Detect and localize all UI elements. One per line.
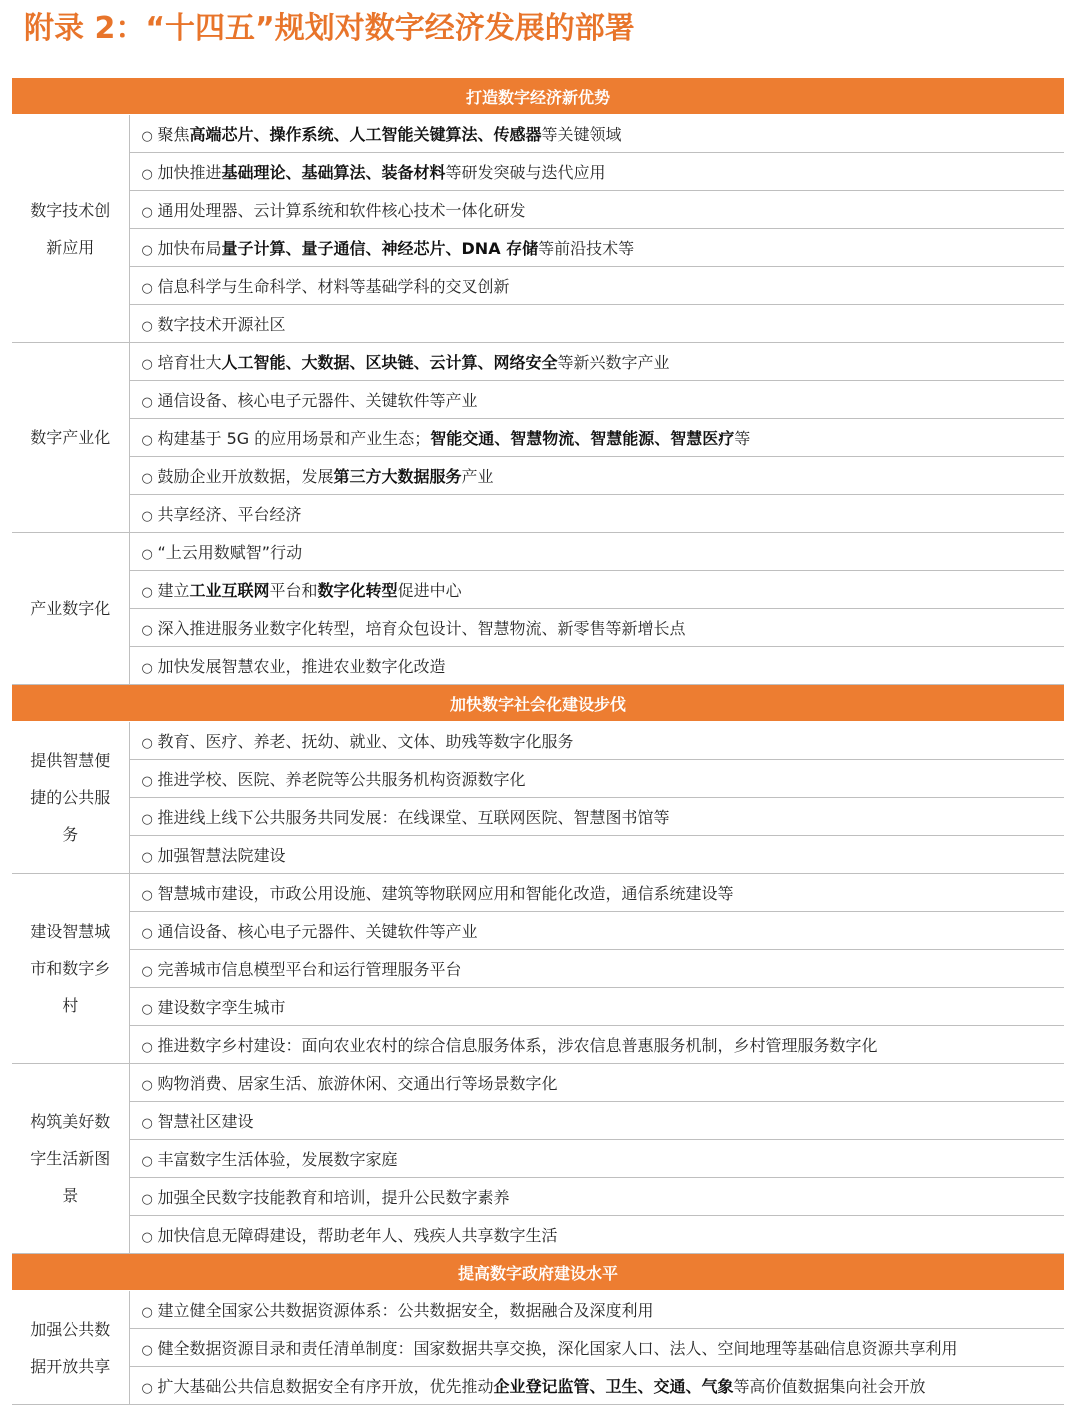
item-text: 等关键领域: [541, 125, 622, 144]
list-item: [129, 1367, 1064, 1405]
item-text: 等高价值数据集向社会开放: [733, 1377, 926, 1396]
table-row: [12, 1291, 1064, 1329]
table-row: [12, 760, 1064, 798]
bullet-icon: ○: [141, 850, 153, 865]
item-text: 数字技术开源社区: [157, 315, 286, 334]
category-cell: 数字产业化: [12, 343, 129, 533]
item-text: 等前沿技术等: [538, 239, 635, 258]
table-row: [12, 1216, 1064, 1254]
item-text: 信息科学与生命科学、材料等基础学科的交叉创新: [157, 277, 510, 296]
item-text: 通信设备、核心电子元器件、关键软件等产业: [157, 391, 478, 410]
bullet-icon: ○: [141, 926, 153, 941]
item-text: 加快信息无障碍建设，帮助老年人、残疾人共享数字生活: [157, 1226, 558, 1245]
bullet-icon: ○: [141, 1381, 153, 1396]
item-text-bold: 企业登记监管、卫生、交通、气象: [493, 1377, 734, 1396]
item-text: 扩大基础公共信息数据安全有序开放，优先推动: [157, 1377, 494, 1396]
item-text: 加强智慧法院建设: [157, 846, 286, 865]
item-text: 加快推进: [157, 163, 222, 182]
list-item: [129, 495, 1064, 533]
bullet-icon: ○: [141, 585, 153, 600]
list-item: [129, 874, 1064, 912]
table-row: [12, 153, 1064, 191]
item-text: 通用处理器、云计算系统和软件核心技术一体化研发: [157, 201, 526, 220]
list-item: [129, 1026, 1064, 1064]
table-row: [12, 381, 1064, 419]
page-title: 附录 2：“十四五”规划对数字经济发展的部署: [24, 11, 635, 46]
bullet-icon: ○: [141, 888, 153, 903]
bullet-icon: ○: [141, 623, 153, 638]
item-text-bold: 数字化转型: [317, 581, 398, 600]
item-text: “上云用数赋智”行动: [157, 543, 303, 562]
table-row: [12, 1026, 1064, 1064]
bullet-icon: ○: [141, 357, 153, 372]
item-text: 促进中心: [397, 581, 462, 600]
bullet-icon: ○: [141, 1078, 153, 1093]
list-item: [129, 191, 1064, 229]
table-row: [12, 343, 1064, 381]
bullet-icon: ○: [141, 1154, 153, 1169]
item-text: 加快发展智慧农业，推进农业数字化改造: [157, 657, 446, 676]
list-item: [129, 457, 1064, 495]
section-header: 加快数字社会化建设步伐: [12, 685, 1064, 722]
table-row: [12, 571, 1064, 609]
item-text: 深入推进服务业数字化转型，培育众包设计、智慧物流、新零售等新增长点: [157, 619, 686, 638]
item-text-bold: 第三方大数据服务: [333, 467, 462, 486]
table-row: [12, 912, 1064, 950]
category-cell: 构筑美好数字生活新图景: [12, 1064, 129, 1254]
bullet-icon: ○: [141, 471, 153, 486]
table-row: [12, 457, 1064, 495]
category-cell: 提供智慧便捷的公共服务: [12, 722, 129, 874]
bullet-icon: ○: [141, 243, 153, 258]
list-item: [129, 836, 1064, 874]
item-text: 鼓励企业开放数据，发展: [157, 467, 334, 486]
item-text: 建立: [157, 581, 190, 600]
bullet-icon: ○: [141, 1040, 153, 1055]
item-text: 平台和: [269, 581, 318, 600]
table-row: [12, 798, 1064, 836]
list-item: [129, 1216, 1064, 1254]
table-row: [12, 305, 1064, 343]
bullet-icon: ○: [141, 774, 153, 789]
table-row: [12, 495, 1064, 533]
bullet-icon: ○: [141, 509, 153, 524]
list-item: [129, 1064, 1064, 1102]
item-text: 等研发突破与迭代应用: [445, 163, 606, 182]
list-item: [129, 647, 1064, 685]
table-row: [12, 191, 1064, 229]
table-row: [12, 1178, 1064, 1216]
list-item: [129, 950, 1064, 988]
list-item: [129, 229, 1064, 267]
table-row: [12, 950, 1064, 988]
item-text: 推进线上线下公共服务共同发展：在线课堂、互联网医院、智慧图书馆等: [157, 808, 670, 827]
section-header: 提高数字政府建设水平: [12, 1254, 1064, 1291]
list-item: [129, 1329, 1064, 1367]
item-text-bold: 智能交通、智慧物流、智慧能源、智慧医疗: [430, 429, 735, 448]
deployment-table: [12, 78, 1064, 1405]
item-text-bold: 人工智能、大数据、区块链、云计算、网络安全: [221, 353, 558, 372]
table-row: [12, 1102, 1064, 1140]
item-text: 加快布局: [157, 239, 222, 258]
bullet-icon: ○: [141, 205, 153, 220]
section-header-row: [12, 685, 1064, 722]
list-item: [129, 1178, 1064, 1216]
table-row: [12, 267, 1064, 305]
bullet-icon: ○: [141, 736, 153, 751]
table-row: [12, 533, 1064, 571]
bullet-icon: ○: [141, 1343, 153, 1358]
list-item: [129, 609, 1064, 647]
bullet-icon: ○: [141, 812, 153, 827]
list-item: [129, 571, 1064, 609]
section-header: 打造数字经济新优势: [12, 78, 1064, 115]
table-row: [12, 229, 1064, 267]
item-text: 智慧社区建设: [157, 1112, 254, 1131]
item-text: 推进数字乡村建设：面向农业农村的综合信息服务体系，涉农信息普惠服务机制，乡村管理服务数字化: [157, 1036, 878, 1055]
item-text: 产业: [461, 467, 494, 486]
bullet-icon: ○: [141, 1002, 153, 1017]
table-row: [12, 1064, 1064, 1102]
bullet-icon: ○: [141, 167, 153, 182]
item-text: 共享经济、平台经济: [157, 505, 302, 524]
item-text: 建立健全国家公共数据资源体系：公共数据安全，数据融合及深度利用: [157, 1301, 654, 1320]
section-header-row: [12, 1254, 1064, 1291]
list-item: [129, 533, 1064, 571]
item-text: 健全数据资源目录和责任清单制度：国家数据共享交换，深化国家人口、法人、空间地理等基础信息资源共享利用: [157, 1339, 958, 1358]
item-text-bold: 高端芯片、操作系统、人工智能关键算法、传感器: [189, 125, 542, 144]
list-item: [129, 343, 1064, 381]
table-row: [12, 722, 1064, 760]
table-row: [12, 1329, 1064, 1367]
item-text: 构建基于 5G 的应用场景和产业生态；: [157, 429, 431, 448]
item-text: 加强全民数字技能教育和培训，提升公民数字素养: [157, 1188, 510, 1207]
table-row: [12, 836, 1064, 874]
item-text: 通信设备、核心电子元器件、关键软件等产业: [157, 922, 478, 941]
item-text: 教育、医疗、养老、抚幼、就业、文体、助残等数字化服务: [157, 732, 574, 751]
bullet-icon: ○: [141, 661, 153, 676]
list-item: [129, 912, 1064, 950]
table-row: [12, 609, 1064, 647]
list-item: [129, 1102, 1064, 1140]
list-item: [129, 267, 1064, 305]
list-item: [129, 1291, 1064, 1329]
item-text: 丰富数字生活体验，发展数字家庭: [157, 1150, 398, 1169]
bullet-icon: ○: [141, 281, 153, 296]
bullet-icon: ○: [141, 1116, 153, 1131]
list-item: [129, 1140, 1064, 1178]
item-text: 培育壮大: [157, 353, 222, 372]
bullet-icon: ○: [141, 433, 153, 448]
list-item: [129, 760, 1064, 798]
list-item: [129, 988, 1064, 1026]
bullet-icon: ○: [141, 547, 153, 562]
bullet-icon: ○: [141, 395, 153, 410]
item-text: 推进学校、医院、养老院等公共服务机构资源数字化: [157, 770, 526, 789]
list-item: [129, 115, 1064, 153]
table-row: [12, 874, 1064, 912]
item-text: 等新兴数字产业: [557, 353, 670, 372]
list-item: [129, 381, 1064, 419]
bullet-icon: ○: [141, 1192, 153, 1207]
bullet-icon: ○: [141, 1230, 153, 1245]
bullet-icon: ○: [141, 129, 153, 144]
item-text: 等: [734, 429, 751, 448]
category-cell: 加强公共数据开放共享: [12, 1291, 129, 1405]
item-text-bold: 工业互联网: [189, 581, 270, 600]
bullet-icon: ○: [141, 319, 153, 334]
list-item: [129, 722, 1064, 760]
table-row: [12, 647, 1064, 685]
item-text: 完善城市信息模型平台和运行管理服务平台: [157, 960, 462, 979]
table-row: [12, 1140, 1064, 1178]
item-text-bold: 量子计算、量子通信、神经芯片、DNA 存储: [221, 239, 539, 258]
bullet-icon: ○: [141, 1305, 153, 1320]
item-text: 聚焦: [157, 125, 190, 144]
category-cell: 产业数字化: [12, 533, 129, 685]
table-row: [12, 419, 1064, 457]
item-text: 购物消费、居家生活、旅游休闲、交通出行等场景数字化: [157, 1074, 558, 1093]
category-cell: 数字技术创新应用: [12, 115, 129, 343]
list-item: [129, 798, 1064, 836]
category-cell: 建设智慧城市和数字乡村: [12, 874, 129, 1064]
bullet-icon: ○: [141, 964, 153, 979]
list-item: [129, 153, 1064, 191]
list-item: [129, 419, 1064, 457]
item-text-bold: 基础理论、基础算法、装备材料: [221, 163, 446, 182]
item-text: 建设数字孪生城市: [157, 998, 286, 1017]
table-row: [12, 115, 1064, 153]
item-text: 智慧城市建设，市政公用设施、建筑等物联网应用和智能化改造，通信系统建设等: [157, 884, 734, 903]
list-item: [129, 305, 1064, 343]
table-row: [12, 988, 1064, 1026]
section-header-row: [12, 78, 1064, 115]
table-row: [12, 1367, 1064, 1405]
